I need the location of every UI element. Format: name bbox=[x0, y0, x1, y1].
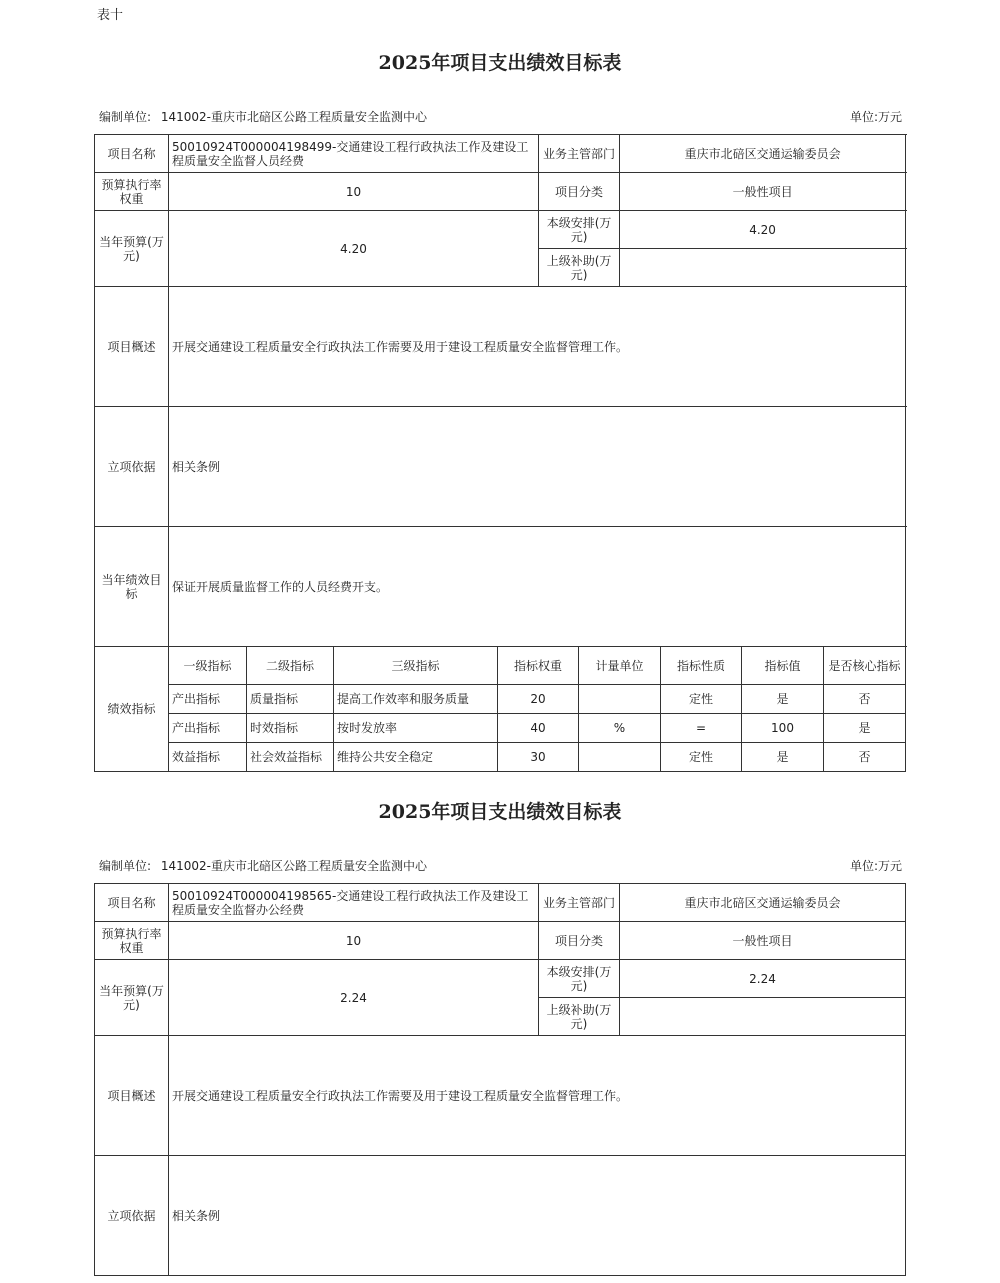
cell-weight: 40 bbox=[498, 714, 579, 743]
cell-nature: 定性 bbox=[661, 743, 742, 772]
header-core: 是否核心指标 bbox=[824, 647, 906, 685]
goal-label: 当年绩效目标 bbox=[95, 527, 169, 647]
cell-level3: 维持公共安全稳定 bbox=[334, 743, 498, 772]
local-value: 2.24 bbox=[620, 960, 906, 998]
category-value: 一般性项目 bbox=[620, 922, 906, 960]
basis-label: 立项依据 bbox=[95, 1156, 169, 1276]
form-table-2 bbox=[94, 883, 905, 1276]
page-title: 2025年项目支出绩效目标表 bbox=[378, 52, 622, 74]
category-label: 项目分类 bbox=[539, 922, 620, 960]
overview-value: 开展交通建设工程质量安全行政执法工作需要及用于建设工程质量安全监督管理工作。 bbox=[169, 1036, 906, 1156]
budget-label: 当年预算(万元) bbox=[95, 211, 169, 287]
cell-value: 是 bbox=[742, 685, 824, 714]
cell-level1: 产出指标 bbox=[169, 685, 247, 714]
org-value: 141002-重庆市北碚区公路工程质量安全监测中心 bbox=[160, 859, 428, 873]
budget-value: 4.20 bbox=[169, 211, 539, 287]
project-name-label: 项目名称 bbox=[95, 884, 169, 922]
cell-value: 100 bbox=[742, 714, 824, 743]
org-label: 编制单位: bbox=[99, 859, 152, 873]
dept-label: 业务主管部门 bbox=[539, 884, 620, 922]
page-title: 2025年项目支出绩效目标表 bbox=[378, 801, 622, 823]
dept-value: 重庆市北碚区交通运输委员会 bbox=[620, 135, 906, 173]
goal-value: 保证开展质量监督工作的人员经费开支。 bbox=[169, 527, 906, 647]
header-level3: 三级指标 bbox=[334, 647, 498, 685]
unit-text: 单位:万元 bbox=[849, 859, 902, 873]
cell-core: 否 bbox=[824, 685, 906, 714]
cell-level2: 质量指标 bbox=[247, 685, 334, 714]
cell-weight: 30 bbox=[498, 743, 579, 772]
basis-label: 立项依据 bbox=[95, 407, 169, 527]
org-label: 编制单位: bbox=[99, 110, 152, 124]
dept-value: 重庆市北碚区交通运输委员会 bbox=[620, 884, 906, 922]
cell-value: 是 bbox=[742, 743, 824, 772]
local-label: 本级安排(万元) bbox=[539, 211, 620, 249]
cell-unit: % bbox=[579, 714, 661, 743]
cell-level1: 产出指标 bbox=[169, 714, 247, 743]
weight-value: 10 bbox=[169, 173, 539, 211]
cell-core: 否 bbox=[824, 743, 906, 772]
subsidy-value bbox=[620, 998, 906, 1036]
cell-level3: 按时发放率 bbox=[334, 714, 498, 743]
cell-unit bbox=[579, 743, 661, 772]
subsidy-label: 上级补助(万元) bbox=[539, 249, 620, 287]
cell-level3: 提高工作效率和服务质量 bbox=[334, 685, 498, 714]
header-level2: 二级指标 bbox=[247, 647, 334, 685]
header-nature: 指标性质 bbox=[661, 647, 742, 685]
category-value: 一般性项目 bbox=[620, 173, 906, 211]
cell-core: 是 bbox=[824, 714, 906, 743]
cell-level2: 时效指标 bbox=[247, 714, 334, 743]
sheet-label: 表十 bbox=[97, 8, 124, 23]
cell-level1: 效益指标 bbox=[169, 743, 247, 772]
cell-nature: = bbox=[661, 714, 742, 743]
project-name-label: 项目名称 bbox=[95, 135, 169, 173]
indicators-label: 绩效指标 bbox=[95, 647, 169, 772]
subsidy-label: 上级补助(万元) bbox=[539, 998, 620, 1036]
org-value: 141002-重庆市北碚区公路工程质量安全监测中心 bbox=[160, 110, 428, 124]
overview-label: 项目概述 bbox=[95, 1036, 169, 1156]
project-name-value: 50010924T000004198565-交通建设工程行政执法工作及建设工程质量安全监督办公经费 bbox=[169, 884, 539, 922]
cell-level2: 社会效益指标 bbox=[247, 743, 334, 772]
org-line bbox=[99, 857, 427, 874]
local-label: 本级安排(万元) bbox=[539, 960, 620, 998]
basis-value: 相关条例 bbox=[169, 1156, 906, 1276]
table-row bbox=[95, 714, 906, 743]
category-label: 项目分类 bbox=[539, 173, 620, 211]
header-weight: 指标权重 bbox=[498, 647, 579, 685]
local-value: 4.20 bbox=[620, 211, 906, 249]
header-value: 指标值 bbox=[742, 647, 824, 685]
cell-nature: 定性 bbox=[661, 685, 742, 714]
unit-text: 单位:万元 bbox=[849, 110, 902, 124]
org-line bbox=[99, 108, 427, 125]
basis-value: 相关条例 bbox=[169, 407, 906, 527]
budget-label: 当年预算(万元) bbox=[95, 960, 169, 1036]
project-name-value: 50010924T000004198499-交通建设工程行政执法工作及建设工程质量安全监督人员经费 bbox=[169, 135, 539, 173]
header-unit: 计量单位 bbox=[579, 647, 661, 685]
weight-value: 10 bbox=[169, 922, 539, 960]
overview-value: 开展交通建设工程质量安全行政执法工作需要及用于建设工程质量安全监督管理工作。 bbox=[169, 287, 906, 407]
weight-label: 预算执行率权重 bbox=[95, 922, 169, 960]
weight-label: 预算执行率权重 bbox=[95, 173, 169, 211]
table-row bbox=[95, 743, 906, 772]
table-row bbox=[95, 685, 906, 714]
form-table-1 bbox=[94, 134, 905, 772]
overview-label: 项目概述 bbox=[95, 287, 169, 407]
cell-weight: 20 bbox=[498, 685, 579, 714]
cell-unit bbox=[579, 685, 661, 714]
dept-label: 业务主管部门 bbox=[539, 135, 620, 173]
header-level1: 一级指标 bbox=[169, 647, 247, 685]
budget-value: 2.24 bbox=[169, 960, 539, 1036]
subsidy-value bbox=[620, 249, 906, 287]
